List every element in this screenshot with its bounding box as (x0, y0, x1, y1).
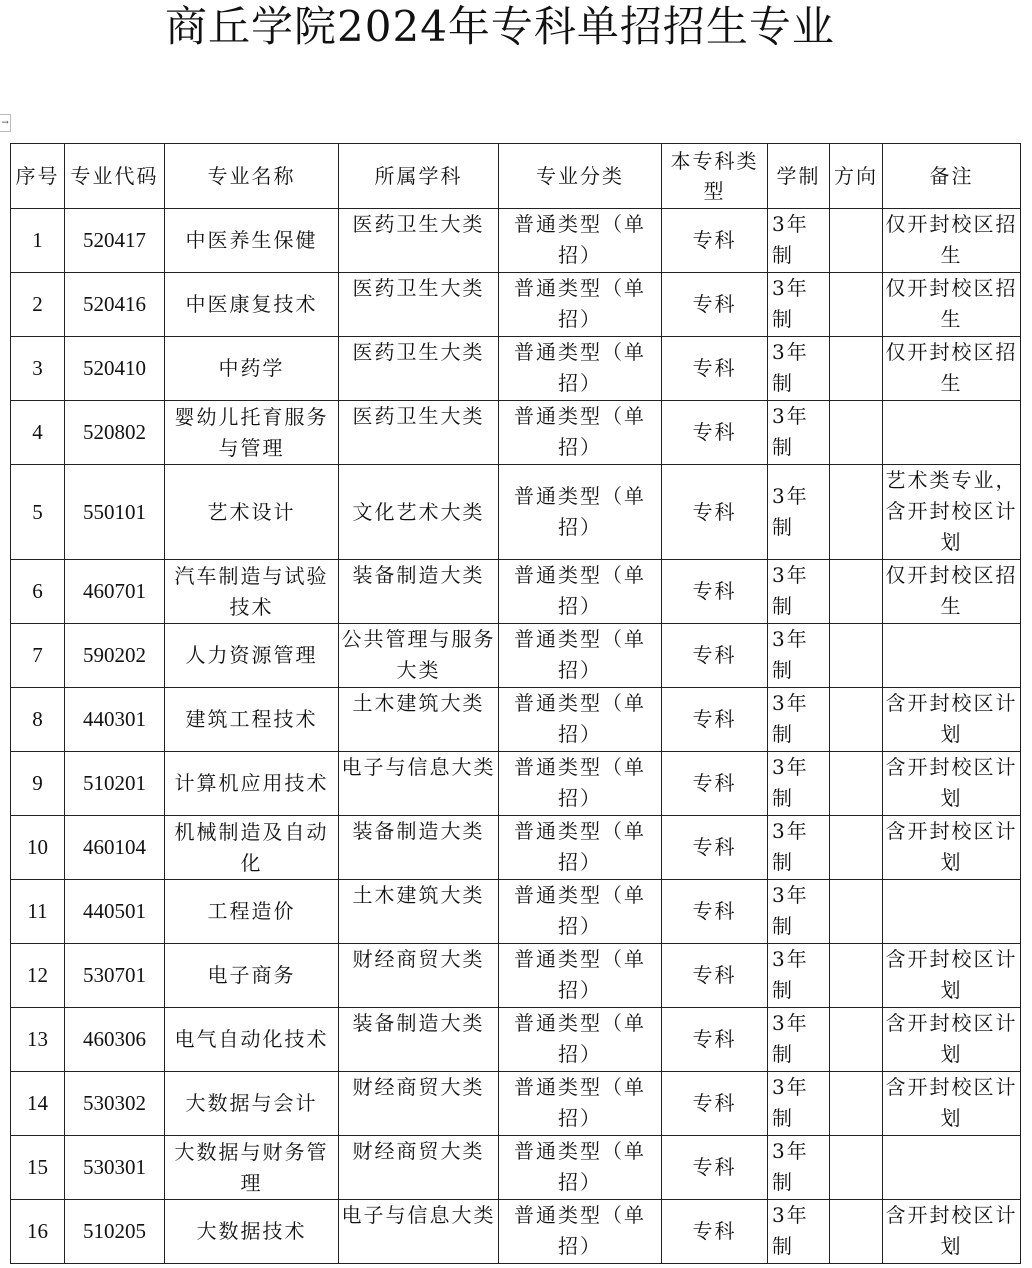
cell-duration: 3年制 (768, 209, 830, 273)
cell-type: 专科 (662, 465, 768, 560)
cell-duration: 3年制 (768, 816, 830, 880)
table-row (11, 1072, 1021, 1136)
cell-type: 专科 (662, 1008, 768, 1072)
cell-direction (830, 1200, 883, 1264)
cell-category: 普通类型（单招） (499, 1008, 662, 1072)
cell-duration: 3年制 (768, 465, 830, 560)
cell-category: 普通类型（单招） (499, 1200, 662, 1264)
cell-type: 专科 (662, 624, 768, 688)
cell-note (883, 1136, 1021, 1200)
cell-code: 440301 (65, 688, 165, 752)
cell-direction (830, 624, 883, 688)
cell-type: 专科 (662, 752, 768, 816)
cell-no: 10 (11, 816, 65, 880)
cell-duration: 3年制 (768, 624, 830, 688)
cell-name: 电气自动化技术 (165, 1008, 339, 1072)
header-subject: 所属学科 (339, 144, 499, 209)
cell-name: 艺术设计 (165, 465, 339, 560)
cell-name: 中医康复技术 (165, 273, 339, 337)
cell-duration: 3年制 (768, 401, 830, 465)
cell-duration: 3年制 (768, 1072, 830, 1136)
table-row (11, 752, 1021, 816)
cell-name: 汽车制造与试验技术 (165, 560, 339, 624)
cell-direction (830, 401, 883, 465)
cell-type: 专科 (662, 688, 768, 752)
cell-note: 含开封校区计划 (883, 1200, 1021, 1264)
cell-direction (830, 688, 883, 752)
cell-name: 大数据与财务管理 (165, 1136, 339, 1200)
cell-note (883, 880, 1021, 944)
header-no: 序号 (11, 144, 65, 209)
cell-no: 15 (11, 1136, 65, 1200)
cell-name: 电子商务 (165, 944, 339, 1008)
cell-type: 专科 (662, 560, 768, 624)
table-row (11, 816, 1021, 880)
cell-subject: 文化艺术大类 (339, 465, 499, 560)
table-row (11, 1008, 1021, 1072)
cell-duration: 3年制 (768, 1008, 830, 1072)
cell-name: 工程造价 (165, 880, 339, 944)
cell-no: 5 (11, 465, 65, 560)
table-row (11, 273, 1021, 337)
cell-duration: 3年制 (768, 1136, 830, 1200)
cell-subject: 医药卫生大类 (339, 273, 499, 337)
cell-code: 510205 (65, 1200, 165, 1264)
table-move-handle-icon[interactable]: → (0, 114, 11, 132)
cell-no: 13 (11, 1008, 65, 1072)
cell-code: 510201 (65, 752, 165, 816)
cell-category: 普通类型（单招） (499, 752, 662, 816)
cell-subject: 电子与信息大类 (339, 752, 499, 816)
cell-subject: 财经商贸大类 (339, 944, 499, 1008)
cell-no: 9 (11, 752, 65, 816)
cell-code: 530301 (65, 1136, 165, 1200)
table-row (11, 1200, 1021, 1264)
cell-note: 含开封校区计划 (883, 816, 1021, 880)
cell-category: 普通类型（单招） (499, 880, 662, 944)
cell-code: 520417 (65, 209, 165, 273)
cell-direction (830, 209, 883, 273)
cell-direction (830, 880, 883, 944)
cell-direction (830, 1008, 883, 1072)
cell-duration: 3年制 (768, 560, 830, 624)
cell-duration: 3年制 (768, 688, 830, 752)
cell-subject: 医药卫生大类 (339, 401, 499, 465)
page-title: 商丘学院2024年专科单招招生专业 (165, 2, 835, 51)
cell-subject: 财经商贸大类 (339, 1136, 499, 1200)
cell-code: 520410 (65, 337, 165, 401)
table-row (11, 560, 1021, 624)
cell-subject: 装备制造大类 (339, 816, 499, 880)
cell-name: 人力资源管理 (165, 624, 339, 688)
table-header-row (11, 144, 1021, 209)
cell-code: 550101 (65, 465, 165, 560)
cell-name: 婴幼儿托育服务与管理 (165, 401, 339, 465)
cell-duration: 3年制 (768, 273, 830, 337)
cell-name: 大数据技术 (165, 1200, 339, 1264)
cell-note: 仅开封校区招生 (883, 560, 1021, 624)
cell-type: 专科 (662, 337, 768, 401)
table-row (11, 944, 1021, 1008)
cell-subject: 土木建筑大类 (339, 880, 499, 944)
cell-code: 460104 (65, 816, 165, 880)
cell-direction (830, 944, 883, 1008)
cell-name: 中药学 (165, 337, 339, 401)
cell-no: 7 (11, 624, 65, 688)
cell-code: 520416 (65, 273, 165, 337)
cell-type: 专科 (662, 1072, 768, 1136)
cell-no: 8 (11, 688, 65, 752)
cell-duration: 3年制 (768, 880, 830, 944)
cell-category: 普通类型（单招） (499, 209, 662, 273)
cell-name: 中医养生保健 (165, 209, 339, 273)
table-row (11, 1136, 1021, 1200)
cell-category: 普通类型（单招） (499, 688, 662, 752)
cell-category: 普通类型（单招） (499, 944, 662, 1008)
cell-note: 仅开封校区招生 (883, 209, 1021, 273)
table-row (11, 688, 1021, 752)
cell-direction (830, 816, 883, 880)
header-name: 专业名称 (165, 144, 339, 209)
cell-type: 专科 (662, 944, 768, 1008)
cell-duration: 3年制 (768, 944, 830, 1008)
table-row (11, 880, 1021, 944)
cell-note: 艺术类专业，含开封校区计划 (883, 465, 1021, 560)
cell-category: 普通类型（单招） (499, 624, 662, 688)
cell-name: 计算机应用技术 (165, 752, 339, 816)
cell-no: 4 (11, 401, 65, 465)
table-row (11, 337, 1021, 401)
cell-subject: 医药卫生大类 (339, 209, 499, 273)
header-type: 本专科类型 (662, 144, 768, 209)
cell-no: 14 (11, 1072, 65, 1136)
cell-direction (830, 465, 883, 560)
cell-code: 530701 (65, 944, 165, 1008)
cell-subject: 医药卫生大类 (339, 337, 499, 401)
cell-type: 专科 (662, 1136, 768, 1200)
cell-code: 440501 (65, 880, 165, 944)
cell-note: 含开封校区计划 (883, 752, 1021, 816)
cell-category: 普通类型（单招） (499, 337, 662, 401)
cell-direction (830, 1072, 883, 1136)
cell-code: 460306 (65, 1008, 165, 1072)
header-category: 专业分类 (499, 144, 662, 209)
cell-no: 6 (11, 560, 65, 624)
cell-subject: 财经商贸大类 (339, 1072, 499, 1136)
header-code: 专业代码 (65, 144, 165, 209)
cell-category: 普通类型（单招） (499, 273, 662, 337)
table-row (11, 465, 1021, 560)
cell-note: 仅开封校区招生 (883, 337, 1021, 401)
cell-note: 含开封校区计划 (883, 944, 1021, 1008)
cell-code: 520802 (65, 401, 165, 465)
cell-subject: 公共管理与服务大类 (339, 624, 499, 688)
header-duration: 学制 (768, 144, 830, 209)
cell-no: 3 (11, 337, 65, 401)
table-row (11, 624, 1021, 688)
cell-code: 530302 (65, 1072, 165, 1136)
table-row (11, 209, 1021, 273)
cell-subject: 电子与信息大类 (339, 1200, 499, 1264)
cell-type: 专科 (662, 1200, 768, 1264)
cell-category: 普通类型（单招） (499, 465, 662, 560)
cell-type: 专科 (662, 273, 768, 337)
cell-category: 普通类型（单招） (499, 1136, 662, 1200)
header-note: 备注 (883, 144, 1021, 209)
cell-name: 机械制造及自动化 (165, 816, 339, 880)
table-row (11, 401, 1021, 465)
cell-no: 12 (11, 944, 65, 1008)
cell-no: 11 (11, 880, 65, 944)
cell-name: 大数据与会计 (165, 1072, 339, 1136)
cell-category: 普通类型（单招） (499, 401, 662, 465)
cell-subject: 装备制造大类 (339, 560, 499, 624)
cell-subject: 装备制造大类 (339, 1008, 499, 1072)
cell-code: 460701 (65, 560, 165, 624)
header-direction: 方向 (830, 144, 883, 209)
cell-subject: 土木建筑大类 (339, 688, 499, 752)
cell-no: 1 (11, 209, 65, 273)
cell-note: 含开封校区计划 (883, 1008, 1021, 1072)
cell-category: 普通类型（单招） (499, 1072, 662, 1136)
cell-type: 专科 (662, 401, 768, 465)
cell-direction (830, 337, 883, 401)
cell-direction (830, 1136, 883, 1200)
cell-note: 含开封校区计划 (883, 688, 1021, 752)
cell-category: 普通类型（单招） (499, 560, 662, 624)
cell-no: 2 (11, 273, 65, 337)
cell-duration: 3年制 (768, 1200, 830, 1264)
cell-note (883, 401, 1021, 465)
cell-no: 16 (11, 1200, 65, 1264)
cell-type: 专科 (662, 209, 768, 273)
cell-category: 普通类型（单招） (499, 816, 662, 880)
cell-note: 仅开封校区招生 (883, 273, 1021, 337)
cell-duration: 3年制 (768, 337, 830, 401)
cell-type: 专科 (662, 816, 768, 880)
cell-note: 含开封校区计划 (883, 1072, 1021, 1136)
majors-table (10, 143, 1021, 1264)
cell-note (883, 624, 1021, 688)
cell-direction (830, 560, 883, 624)
cell-direction (830, 752, 883, 816)
cell-name: 建筑工程技术 (165, 688, 339, 752)
cell-type: 专科 (662, 880, 768, 944)
cell-code: 590202 (65, 624, 165, 688)
cell-direction (830, 273, 883, 337)
cell-duration: 3年制 (768, 752, 830, 816)
